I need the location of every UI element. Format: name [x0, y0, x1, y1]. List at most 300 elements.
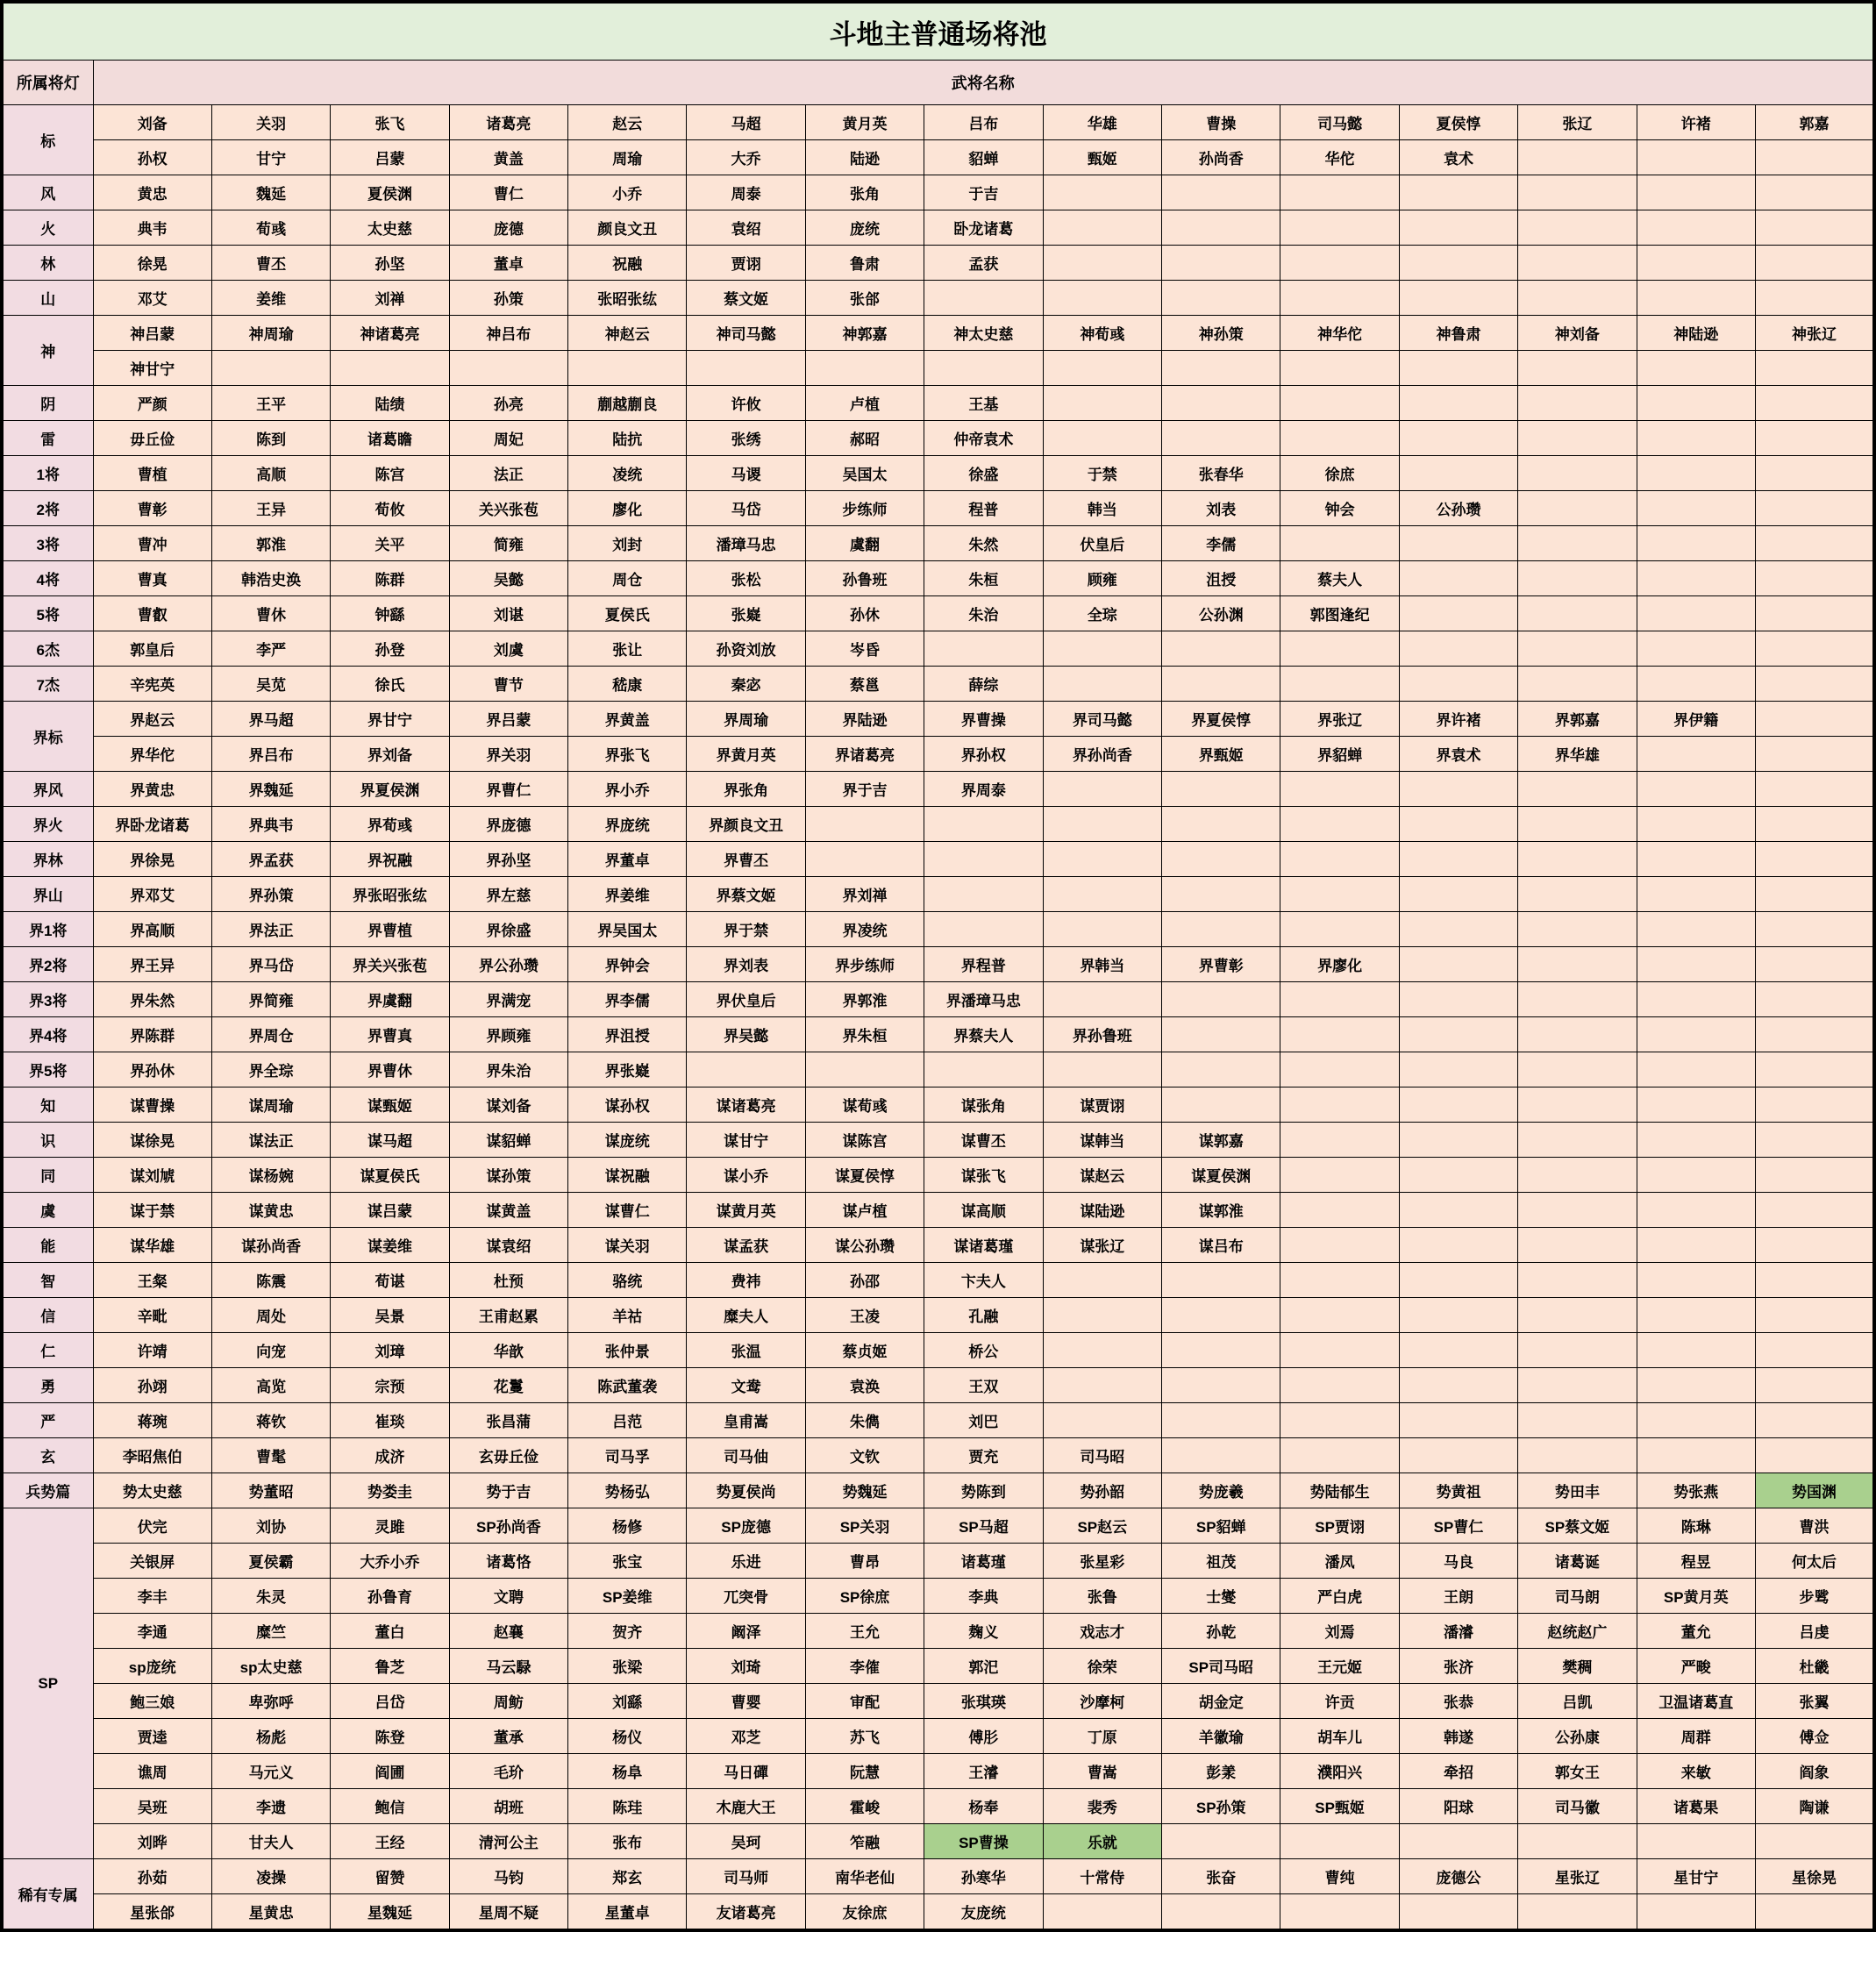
hero-cell: 友庞统: [924, 1894, 1043, 1931]
hero-cell: 夏侯渊: [331, 175, 449, 210]
empty-cell: [1162, 631, 1280, 667]
group-label-雷: 雷: [2, 421, 93, 456]
empty-cell: [1755, 1017, 1874, 1052]
pool-row: [2, 526, 1874, 561]
hero-cell: 陈琳: [1637, 1508, 1755, 1544]
hero-cell: 界伊籍: [1637, 702, 1755, 737]
hero-cell: 吕岱: [331, 1684, 449, 1719]
hero-cell: 刘焉: [1280, 1614, 1399, 1649]
empty-cell: [1518, 1158, 1637, 1193]
hero-cell: 麹义: [924, 1614, 1043, 1649]
empty-cell: [1755, 1403, 1874, 1438]
group-label-林: 林: [2, 246, 93, 281]
hero-cell: 吴苋: [211, 667, 330, 702]
pool-row: [2, 1579, 1874, 1614]
hero-cell: 界许褚: [1399, 702, 1517, 737]
group-label-4将: 4将: [2, 561, 93, 596]
empty-cell: [1280, 1193, 1399, 1228]
empty-cell: [1399, 386, 1517, 421]
empty-cell: [1637, 561, 1755, 596]
hero-cell: 刘巴: [924, 1403, 1043, 1438]
hero-cell: 张让: [568, 631, 687, 667]
hero-cell: 刘虞: [449, 631, 567, 667]
group-label-火: 火: [2, 210, 93, 246]
hero-cell: 曹纯: [1280, 1859, 1399, 1894]
hero-cell: 神太史慈: [924, 316, 1043, 351]
hero-cell: sp庞统: [93, 1649, 211, 1684]
hero-cell: 谋吕蒙: [331, 1193, 449, 1228]
hero-cell: 李遗: [211, 1789, 330, 1824]
hero-cell: SP马超: [924, 1508, 1043, 1544]
hero-cell: 星张郃: [93, 1894, 211, 1931]
empty-cell: [1399, 947, 1517, 982]
hero-cell: 简雍: [449, 526, 567, 561]
hero-cell: 徐荣: [1043, 1649, 1161, 1684]
hero-cell: 张飞: [331, 105, 449, 140]
hero-cell: 鲍信: [331, 1789, 449, 1824]
hero-cell: SP貂蝉: [1162, 1508, 1280, 1544]
hero-cell: 刘繇: [568, 1684, 687, 1719]
group-label-3将: 3将: [2, 526, 93, 561]
empty-cell: [1399, 1824, 1517, 1859]
hero-cell: 张星彩: [1043, 1544, 1161, 1579]
hero-cell: 南华老仙: [805, 1859, 924, 1894]
hero-cell: 孙翊: [93, 1368, 211, 1403]
empty-cell: [1518, 947, 1637, 982]
hero-cell: 界刘禅: [805, 877, 924, 912]
hero-cell: 界甄姬: [1162, 737, 1280, 772]
hero-cell: SP曹操: [924, 1824, 1043, 1859]
hero-cell: 界沮授: [568, 1017, 687, 1052]
hero-cell: 玄毋丘俭: [449, 1438, 567, 1473]
hero-cell: 神张辽: [1755, 316, 1874, 351]
hero-cell: 陈武董袭: [568, 1368, 687, 1403]
empty-cell: [1518, 667, 1637, 702]
pool-row: [2, 982, 1874, 1017]
hero-cell: 谋夏侯渊: [1162, 1158, 1280, 1193]
hero-cell: 神吕布: [449, 316, 567, 351]
hero-cell: 牵招: [1399, 1754, 1517, 1789]
hero-cell: 界法正: [211, 912, 330, 947]
hero-cell: 李典: [924, 1579, 1043, 1614]
hero-cell: 公孙渊: [1162, 596, 1280, 631]
hero-cell: 杜预: [449, 1263, 567, 1298]
empty-cell: [1399, 1333, 1517, 1368]
empty-cell: [1162, 351, 1280, 386]
empty-cell: [1162, 877, 1280, 912]
hero-cell: 曹叡: [93, 596, 211, 631]
empty-cell: [1518, 281, 1637, 316]
hero-cell: 谋关羽: [568, 1228, 687, 1263]
hero-cell: 王甫赵累: [449, 1298, 567, 1333]
empty-cell: [1043, 772, 1161, 807]
empty-cell: [1518, 421, 1637, 456]
hero-cell: 徐晃: [93, 246, 211, 281]
hero-cell: 界蔡夫人: [924, 1017, 1043, 1052]
empty-cell: [1755, 947, 1874, 982]
hero-cell: 韩浩史涣: [211, 561, 330, 596]
empty-cell: [1399, 1017, 1517, 1052]
hero-cell: 界张角: [687, 772, 805, 807]
hero-cell: 袁涣: [805, 1368, 924, 1403]
hero-cell: 貂蝉: [924, 140, 1043, 175]
hero-cell: 陶谦: [1755, 1789, 1874, 1824]
empty-cell: [1043, 421, 1161, 456]
table-body: [2, 105, 1874, 1931]
hero-cell: 神司马懿: [687, 316, 805, 351]
hero-cell: 荀攸: [331, 491, 449, 526]
empty-cell: [1518, 1052, 1637, 1087]
page-title: 斗地主普通场将池: [2, 2, 1874, 61]
hero-cell: 界钟会: [568, 947, 687, 982]
empty-cell: [1637, 1158, 1755, 1193]
hero-cell: 蒯越蒯良: [568, 386, 687, 421]
hero-cell: 夏侯霸: [211, 1544, 330, 1579]
hero-cell: 界华佗: [93, 737, 211, 772]
hero-cell: 司马孚: [568, 1438, 687, 1473]
hero-cell: 裴秀: [1043, 1789, 1161, 1824]
empty-cell: [1755, 842, 1874, 877]
hero-cell: SP赵云: [1043, 1508, 1161, 1544]
hero-cell: 界孙休: [93, 1052, 211, 1087]
hero-cell: 卢植: [805, 386, 924, 421]
empty-cell: [1755, 667, 1874, 702]
hero-cell: 彭羕: [1162, 1754, 1280, 1789]
pool-row: [2, 1403, 1874, 1438]
hero-cell: 马云騄: [449, 1649, 567, 1684]
hero-cell: 界卧龙诸葛: [93, 807, 211, 842]
hero-cell: 刘禅: [331, 281, 449, 316]
hero-cell: 文鸯: [687, 1368, 805, 1403]
hero-cell: 界祝融: [331, 842, 449, 877]
empty-cell: [1755, 737, 1874, 772]
hero-cell: 谋荀彧: [805, 1087, 924, 1123]
hero-cell: 界公孙瓒: [449, 947, 567, 982]
hero-cell: 王双: [924, 1368, 1043, 1403]
empty-cell: [1755, 561, 1874, 596]
hero-cell: 诸葛亮: [449, 105, 567, 140]
hero-cell: 霍峻: [805, 1789, 924, 1824]
pool-row: [2, 1228, 1874, 1263]
empty-cell: [1518, 1087, 1637, 1123]
hero-cell: 谋卢植: [805, 1193, 924, 1228]
empty-cell: [1755, 807, 1874, 842]
hero-cell: 周群: [1637, 1719, 1755, 1754]
hero-cell: SP黄月英: [1637, 1579, 1755, 1614]
hero-cell: 凌统: [568, 456, 687, 491]
hero-cell: 董承: [449, 1719, 567, 1754]
hero-cell: 界刘表: [687, 947, 805, 982]
hero-cell: 谋刘虓: [93, 1158, 211, 1193]
hero-cell: 界姜维: [568, 877, 687, 912]
hero-cell: 友徐庶: [805, 1894, 924, 1931]
hero-cell: 王凌: [805, 1298, 924, 1333]
hero-cell: 贾诩: [687, 246, 805, 281]
hero-cell: 谋于禁: [93, 1193, 211, 1228]
hero-cell: 谋袁绍: [449, 1228, 567, 1263]
hero-cell: 郭皇后: [93, 631, 211, 667]
hero-cell: 甘夫人: [211, 1824, 330, 1859]
hero-cell: 鲍三娘: [93, 1684, 211, 1719]
empty-cell: [1280, 1403, 1399, 1438]
hero-cell: 星周不疑: [449, 1894, 567, 1931]
empty-cell: [1399, 596, 1517, 631]
hero-cell: 高顺: [211, 456, 330, 491]
hero-cell: 界小乔: [568, 772, 687, 807]
empty-cell: [1043, 210, 1161, 246]
group-label-6杰: 6杰: [2, 631, 93, 667]
empty-cell: [1637, 246, 1755, 281]
hero-cell: 李丰: [93, 1579, 211, 1614]
hero-cell: 潘璋马忠: [687, 526, 805, 561]
hero-cell: 毋丘俭: [93, 421, 211, 456]
hero-cell: 势太史慈: [93, 1473, 211, 1508]
hero-cell: 刘封: [568, 526, 687, 561]
hero-cell: 张嶷: [687, 596, 805, 631]
hero-cell: 诸葛恪: [449, 1544, 567, 1579]
hero-cell: 庞德: [449, 210, 567, 246]
empty-cell: [1162, 281, 1280, 316]
empty-cell: [1399, 1228, 1517, 1263]
empty-cell: [1518, 175, 1637, 210]
hero-cell: 杨奉: [924, 1789, 1043, 1824]
hero-cell: 沮授: [1162, 561, 1280, 596]
hero-cell: 甄姬: [1043, 140, 1161, 175]
empty-cell: [1043, 1894, 1161, 1931]
hero-cell: 张春华: [1162, 456, 1280, 491]
hero-cell: 界夏侯渊: [331, 772, 449, 807]
hero-cell: 势陆郁生: [1280, 1473, 1399, 1508]
hero-cell: 势于吉: [449, 1473, 567, 1508]
hero-cell: 司马昭: [1043, 1438, 1161, 1473]
hero-cell: 黄盖: [449, 140, 567, 175]
group-label-界1将: 界1将: [2, 912, 93, 947]
empty-cell: [1162, 807, 1280, 842]
hero-cell: 司马师: [687, 1859, 805, 1894]
hero-cell: 界曹丕: [687, 842, 805, 877]
hero-cell: 神刘备: [1518, 316, 1637, 351]
hero-cell: 谋孟获: [687, 1228, 805, 1263]
empty-cell: [1162, 1333, 1280, 1368]
hero-cell: 傅肜: [924, 1719, 1043, 1754]
hero-cell: 王经: [331, 1824, 449, 1859]
hero-cell: 卞夫人: [924, 1263, 1043, 1298]
hero-cell: 祖茂: [1162, 1544, 1280, 1579]
hero-cell: 张角: [805, 175, 924, 210]
pool-row: [2, 1754, 1874, 1789]
hero-cell: 贺齐: [568, 1614, 687, 1649]
hero-cell: 界司马懿: [1043, 702, 1161, 737]
empty-cell: [211, 351, 330, 386]
hero-cell: 朱灵: [211, 1579, 330, 1614]
empty-cell: [1280, 1017, 1399, 1052]
empty-cell: [1280, 1368, 1399, 1403]
hero-cell: 刘表: [1162, 491, 1280, 526]
hero-cell: 许攸: [687, 386, 805, 421]
hero-cell: 阮慧: [805, 1754, 924, 1789]
empty-cell: [1162, 912, 1280, 947]
pool-row: [2, 561, 1874, 596]
hero-cell: 神孙策: [1162, 316, 1280, 351]
hero-cell: 周瑜: [568, 140, 687, 175]
hero-cell: 杜畿: [1755, 1649, 1874, 1684]
hero-cell: 张布: [568, 1824, 687, 1859]
hero-cell: 谋孙策: [449, 1158, 567, 1193]
hero-cell: 张鲁: [1043, 1579, 1161, 1614]
hero-cell: 傅佥: [1755, 1719, 1874, 1754]
empty-cell: [1637, 1403, 1755, 1438]
hero-cell: 神吕蒙: [93, 316, 211, 351]
empty-cell: [1162, 1052, 1280, 1087]
hero-cell: 陆逊: [805, 140, 924, 175]
hero-cell: 张仲景: [568, 1333, 687, 1368]
hero-cell: 董白: [331, 1614, 449, 1649]
pool-row: [2, 1859, 1874, 1894]
empty-cell: [1043, 351, 1161, 386]
hero-cell: 谋诸葛亮: [687, 1087, 805, 1123]
hero-cell: 孙乾: [1162, 1614, 1280, 1649]
hero-cell: 谋韩当: [1043, 1123, 1161, 1158]
group-label-稀有专属: 稀有专属: [2, 1859, 93, 1931]
hero-cell: 界魏延: [211, 772, 330, 807]
pool-row: [2, 1824, 1874, 1859]
hero-cell: 星张辽: [1518, 1859, 1637, 1894]
hero-cell: 关平: [331, 526, 449, 561]
hero-cell: 界邓艾: [93, 877, 211, 912]
empty-cell: [687, 351, 805, 386]
empty-cell: [1637, 386, 1755, 421]
empty-cell: [1162, 1263, 1280, 1298]
hero-cell: 孙登: [331, 631, 449, 667]
empty-cell: [1162, 246, 1280, 281]
pool-row: [2, 1017, 1874, 1052]
empty-cell: [1399, 877, 1517, 912]
hero-cell: 严颜: [93, 386, 211, 421]
hero-cell: 卑弥呼: [211, 1684, 330, 1719]
hero-cell: 许贡: [1280, 1684, 1399, 1719]
hero-cell: 星徐晃: [1755, 1859, 1874, 1894]
empty-cell: [1399, 1403, 1517, 1438]
empty-cell: [1637, 667, 1755, 702]
empty-cell: [1637, 1263, 1755, 1298]
pool-row: [2, 631, 1874, 667]
pool-row: [2, 281, 1874, 316]
pool-row: [2, 1614, 1874, 1649]
hero-cell: 卧龙诸葛: [924, 210, 1043, 246]
empty-cell: [1280, 1123, 1399, 1158]
hero-cell: 吕范: [568, 1403, 687, 1438]
empty-cell: [1755, 1263, 1874, 1298]
hero-cell: 界周泰: [924, 772, 1043, 807]
hero-cell: 神郭嘉: [805, 316, 924, 351]
empty-cell: [1280, 1263, 1399, 1298]
empty-cell: [1518, 596, 1637, 631]
hero-cell: 界曹彰: [1162, 947, 1280, 982]
pool-row: [2, 807, 1874, 842]
empty-cell: [1162, 1894, 1280, 1931]
empty-cell: [1755, 140, 1874, 175]
hero-cell: 李昭焦伯: [93, 1438, 211, 1473]
empty-cell: [924, 842, 1043, 877]
pool-row: [2, 386, 1874, 421]
hero-cell: 势董昭: [211, 1473, 330, 1508]
hero-cell: 周泰: [687, 175, 805, 210]
pool-row: [2, 842, 1874, 877]
hero-cell: 界虞翻: [331, 982, 449, 1017]
hero-cell: 谋姜维: [331, 1228, 449, 1263]
hero-cell: 崔琰: [331, 1403, 449, 1438]
empty-cell: [1637, 807, 1755, 842]
empty-cell: [1399, 912, 1517, 947]
empty-cell: [1043, 1298, 1161, 1333]
hero-cell: 十常侍: [1043, 1859, 1161, 1894]
hero-cell: 谋周瑜: [211, 1087, 330, 1123]
hero-cell: 谋曹丕: [924, 1123, 1043, 1158]
hero-cell: 界关兴张苞: [331, 947, 449, 982]
hero-cell: 谋祝融: [568, 1158, 687, 1193]
hero-cell: 势庞羲: [1162, 1473, 1280, 1508]
empty-cell: [1399, 1438, 1517, 1473]
hero-cell: 界华雄: [1518, 737, 1637, 772]
hero-cell: 颜良文丑: [568, 210, 687, 246]
hero-cell: 华歆: [449, 1333, 567, 1368]
empty-cell: [1637, 912, 1755, 947]
hero-cell: 界孙尚香: [1043, 737, 1161, 772]
hero-cell: 邓芝: [687, 1719, 805, 1754]
hero-cell: 大乔小乔: [331, 1544, 449, 1579]
hero-cell: 邓艾: [93, 281, 211, 316]
group-label-勇: 勇: [2, 1368, 93, 1403]
empty-cell: [1755, 1228, 1874, 1263]
hero-cell: SP姜维: [568, 1579, 687, 1614]
hero-cell: 孙亮: [449, 386, 567, 421]
hero-cell: 周处: [211, 1298, 330, 1333]
hero-cell: 孙鲁育: [331, 1579, 449, 1614]
hero-cell: 公孙康: [1518, 1719, 1637, 1754]
hero-cell: 胡车儿: [1280, 1719, 1399, 1754]
group-label-界林: 界林: [2, 842, 93, 877]
hero-cell: 伏皇后: [1043, 526, 1161, 561]
hero-cell: 桥公: [924, 1333, 1043, 1368]
empty-cell: [1399, 1123, 1517, 1158]
hero-cell: 界郭淮: [805, 982, 924, 1017]
empty-cell: [1637, 772, 1755, 807]
pool-row: [2, 702, 1874, 737]
empty-cell: [1518, 1193, 1637, 1228]
hero-cell: 许靖: [93, 1333, 211, 1368]
hero-cell: 谋黄忠: [211, 1193, 330, 1228]
hero-cell: 界张辽: [1280, 702, 1399, 737]
hero-cell: 张温: [687, 1333, 805, 1368]
hero-cell: 周鲂: [449, 1684, 567, 1719]
hero-cell: 谋庞统: [568, 1123, 687, 1158]
empty-cell: [1162, 842, 1280, 877]
hero-cell: 界张飞: [568, 737, 687, 772]
empty-cell: [1755, 491, 1874, 526]
hero-cell: 鲁芝: [331, 1649, 449, 1684]
hero-cell: 谋小乔: [687, 1158, 805, 1193]
empty-cell: [1637, 491, 1755, 526]
hero-cell: 谋张角: [924, 1087, 1043, 1123]
hero-cell: 审配: [805, 1684, 924, 1719]
hero-cell: 界夏侯惇: [1162, 702, 1280, 737]
hero-cell: 谋孙尚香: [211, 1228, 330, 1263]
hero-cell: 庞统: [805, 210, 924, 246]
header-row: [2, 61, 1874, 105]
empty-cell: [1637, 737, 1755, 772]
hero-cell: 谋曹仁: [568, 1193, 687, 1228]
hero-cell: 糜夫人: [687, 1298, 805, 1333]
